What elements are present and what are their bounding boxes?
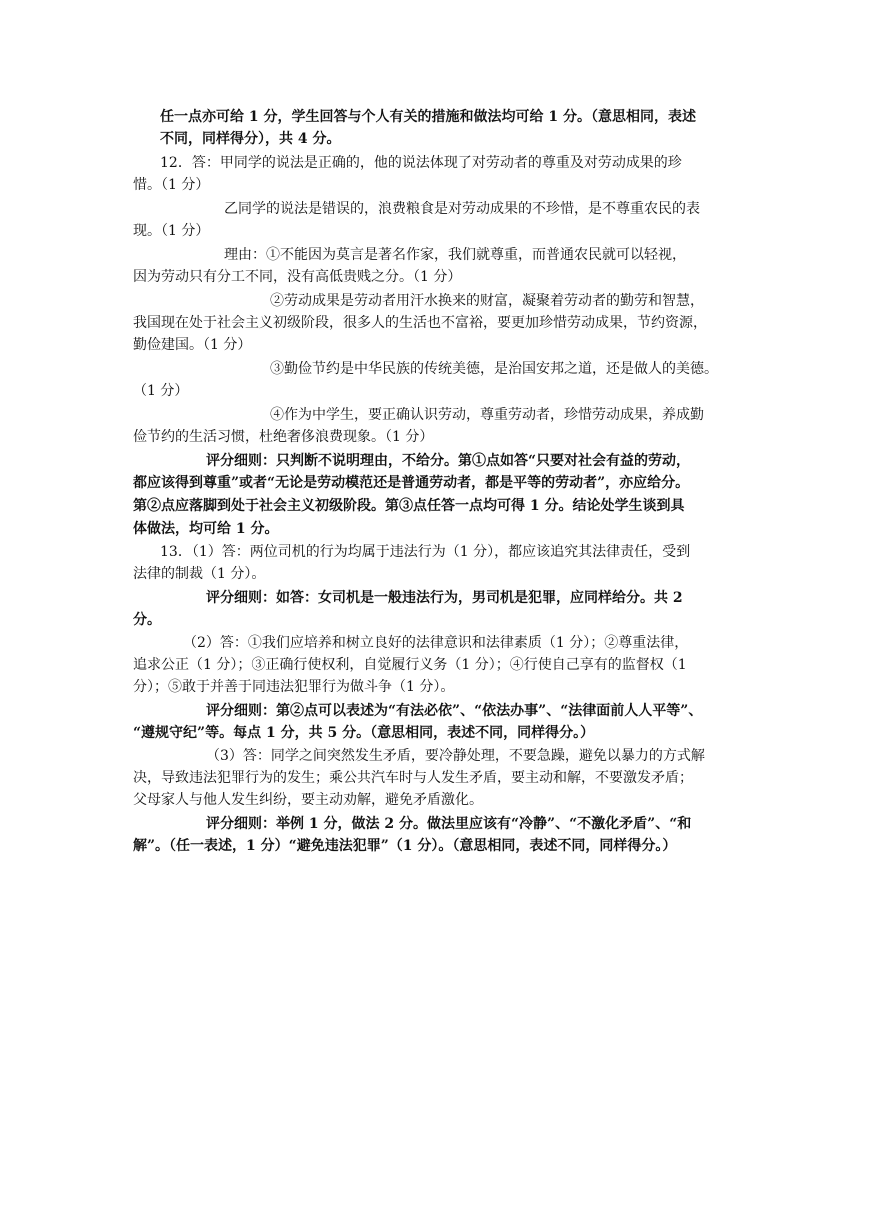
question-12-answer: 12．答：甲同学的说法是正确的，他的说法体现了对劳动者的尊重及对劳动成果的珍 bbox=[160, 155, 682, 171]
text-line: 不同，同样得分），共 4 分。 bbox=[160, 131, 341, 147]
text-line: 解”。（任一表述，1 分）“避免违法犯罪”（1 分）。（意思相同，表述不同，同样得分。） bbox=[133, 838, 677, 854]
text-line: 勤俭建国。（1 分） bbox=[133, 337, 252, 353]
text-line: ②劳动成果是劳动者用汗水换来的财富，凝聚着劳动者的勤劳和智慧， bbox=[270, 293, 704, 309]
text-line: 都应该得到尊重”或者“无论是劳动模范还是普通劳动者，都是平等的劳动者”，亦应给分。 bbox=[133, 475, 690, 491]
text-line: 追求公正（1 分）；③正确行使权利，自觉履行义务（1 分）；④行使自己享有的监督权（1 bbox=[133, 657, 687, 673]
scoring-rule: 评分细则：第②点可以表述为“有法必依”、“依法办事”、“法律面前人人平等”、 bbox=[206, 703, 703, 719]
text-line: 任一点亦可给 1 分，学生回答与个人有关的措施和做法均可给 1 分。（意思相同，表述 bbox=[160, 109, 696, 125]
scoring-rule: 评分细则：只判断不说明理由，不给分。第①点如答“只要对社会有益的劳动， bbox=[206, 453, 691, 469]
scoring-rule: 评分细则：举例 1 分，做法 2 分。做法里应该有“冷静”、“不激化矛盾”、“和 bbox=[206, 816, 692, 832]
text-line: 分）；⑤敢于并善于同违法犯罪行为做斗争（1 分）。 bbox=[133, 679, 455, 695]
text-line: ③勤俭节约是中华民族的传统美德，是治国安邦之道，还是做人的美德。 bbox=[270, 361, 718, 377]
scoring-rule: 评分细则：如答：女司机是一般违法行为，男司机是犯罪，应同样给分。共 2 bbox=[206, 590, 683, 606]
text-line: 因为劳动只有分工不同，没有高低贵贱之分。（1 分） bbox=[133, 269, 462, 285]
question-13-answer: 13．（1）答：两位司机的行为均属于违法行为（1 分），都应该追究其法律责任，受到 bbox=[160, 544, 691, 560]
text-line: 乙同学的说法是错误的，浪费粮食是对劳动成果的不珍惜，是不尊重农民的表 bbox=[224, 201, 700, 217]
text-line: 法律的制裁（1 分）。 bbox=[133, 566, 266, 582]
text-line: （1 分） bbox=[133, 383, 189, 399]
text-line: “遵规守纪”等。每点 1 分，共 5 分。（意思相同，表述不同，同样得分。） bbox=[133, 725, 595, 741]
text-line: ④作为中学生，要正确认识劳动，尊重劳动者，珍惜劳动成果，养成勤 bbox=[270, 407, 704, 423]
text-line: 我国现在处于社会主义初级阶段，很多人的生活也不富裕，要更加珍惜劳动成果，节约资源， bbox=[133, 315, 707, 331]
text-line: 理由：①不能因为莫言是著名作家，我们就尊重，而普通农民就可以轻视， bbox=[224, 247, 686, 263]
text-line: 决，导致违法犯罪行为的发生；乘公共汽车时与人发生矛盾，要主动和解，不要激发矛盾； bbox=[133, 770, 693, 786]
text-line: （3）答：同学之间突然发生矛盾，要冷静处理，不要急躁，避免以暴力的方式解 bbox=[206, 748, 705, 764]
text-line: 体做法，均可给 1 分。 bbox=[133, 521, 279, 537]
text-line: 惜。（1 分） bbox=[133, 177, 210, 193]
text-line: 父母家人与他人发生纠纷，要主动劝解，避免矛盾激化。 bbox=[133, 792, 483, 808]
text-line: 现。（1 分） bbox=[133, 223, 210, 239]
text-line: 分。 bbox=[133, 612, 161, 628]
text-line: 俭节约的生活习惯，杜绝奢侈浪费现象。（1 分） bbox=[133, 429, 434, 445]
text-line: 第②点应落脚到处于社会主义初级阶段。第③点任答一点均可得 1 分。结论处学生谈到具 bbox=[133, 498, 685, 514]
text-line: （2）答：①我们应培养和树立良好的法律意识和法律素质（1 分）；②尊重法律， bbox=[183, 635, 689, 651]
